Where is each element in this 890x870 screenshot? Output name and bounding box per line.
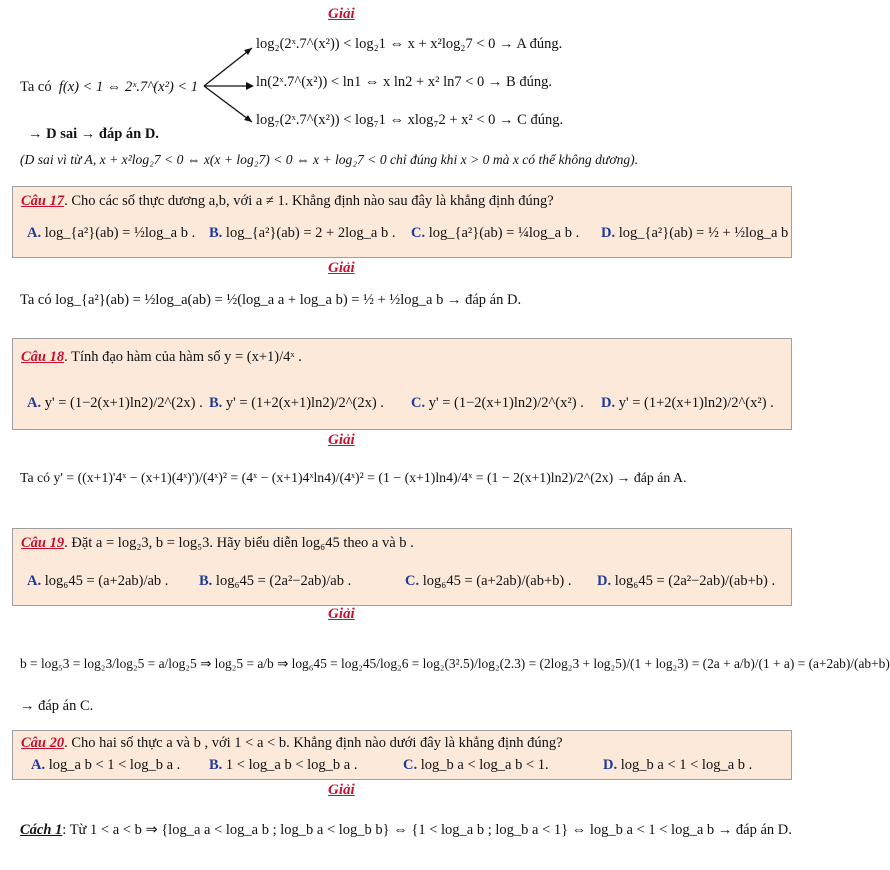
question-19-label: Câu 19 — [21, 535, 65, 551]
question-18-stem: . Tính đạo hàm của hàm số y = (x+1)/4ˣ . — [64, 349, 302, 365]
question-17-label: Câu 17 — [21, 193, 65, 209]
q20-option-a[interactable]: A. log_a b < 1 < log_b a . — [31, 757, 181, 773]
q18-option-c[interactable]: C. y' = (1−2(x+1)ln2)/2^(x²) . — [411, 395, 584, 411]
giai-heading: Giải — [328, 6, 355, 22]
q20-option-c[interactable]: C. log_b a < log_a b < 1. — [403, 757, 549, 773]
q18-solution: Ta có y' = ((x+1)'4ˣ − (x+1)(4ˣ)')/(4ˣ)² = (4ˣ − (x+1)4ˣln4)/(4ˣ)² = (1 − (x+1)ln4)/4ˣ = (1 − 2(x+1)ln2)/2^(2x) → đáp án A. — [20, 470, 687, 485]
q19-option-a[interactable]: A. log₆45 = (a+2ab)/ab . — [27, 573, 169, 589]
branch-arrows-icon — [200, 42, 258, 128]
branch-3: log₇(2ˣ.7^(x²)) < log₇1 ⇔ xlog₇2 + x² < 0 → C đúng. — [256, 112, 564, 128]
question-18-label: Câu 18 — [21, 349, 65, 365]
question-17-box — [12, 186, 792, 258]
branch-2: ln(2ˣ.7^(x²)) < ln1 ⇔ x ln2 + x² ln7 < 0 → B đúng. — [256, 74, 552, 90]
intro-conclusion: → D sai → đáp án D. — [28, 126, 159, 142]
question-20-box — [12, 730, 792, 780]
q19-option-c[interactable]: C. log₆45 = (a+2ab)/(ab+b) . — [405, 573, 572, 589]
q19-conclusion: → đáp án C. — [20, 698, 94, 714]
q17-option-b[interactable]: B. log_{a²}(ab) = 2 + 2log_a b . — [209, 225, 396, 241]
q19-option-d[interactable]: D. log₆45 = (2a²−2ab)/(ab+b) . — [597, 573, 776, 589]
q18-option-b[interactable]: B. y' = (1+2(x+1)ln2)/2^(2x) . — [209, 395, 384, 411]
q19-solution: b = log₅3 = log₂3/log₂5 = a/log₂5 ⇒ log₂5 = a/b ⇒ log₆45 = log₂45/log₂6 = log₂(3².5)/log₂(2.3) = (2log₂3 + log₂5)/(1 + log₂3) = (2a + a/b)/(1 + a) = (a+2ab)/(ab+b) — [20, 656, 890, 671]
giai-heading-20: Giải — [328, 782, 355, 798]
q20-solution — [20, 822, 792, 839]
q20-option-b[interactable]: B. 1 < log_a b < log_b a . — [209, 757, 358, 773]
giai-heading-17: Giải — [328, 260, 355, 276]
q19-option-b[interactable]: B. log₆45 = (2a²−2ab)/ab . — [199, 573, 352, 589]
question-19-stem: . Đặt a = log₂3, b = log₅3. Hãy biểu diễn log₆45 theo a và b . — [64, 535, 414, 551]
giai-heading-18: Giải — [328, 432, 355, 448]
question-20-stem: . Cho hai số thực a và b , với 1 < a < b. Khẳng định nào dưới đây là khẳng định đúng? — [64, 735, 563, 751]
branch-1: log₂(2ˣ.7^(x²)) < log₂1 ⇔ x + x²log₂7 < 0 → A đúng. — [256, 36, 563, 52]
question-20-label: Câu 20 — [21, 735, 65, 751]
q17-solution: Ta có log_{a²}(ab) = ½log_a(ab) = ½(log_a a + log_a b) = ½ + ½log_a b → đáp án D. — [20, 292, 522, 308]
q18-option-a[interactable]: A. y' = (1−2(x+1)ln2)/2^(2x) . — [27, 395, 203, 411]
q20-option-d[interactable]: D. log_b a < 1 < log_a b . — [603, 757, 753, 773]
q17-option-d[interactable]: D. log_{a²}(ab) = ½ + ½log_a b — [601, 225, 789, 241]
q18-option-d[interactable]: D. y' = (1+2(x+1)ln2)/2^(x²) . — [601, 395, 774, 411]
intro-lead: Ta có f(x) < 1 ⇔ 2ˣ.7^(x²) < 1 — [20, 79, 199, 95]
q20-solution-text: : Từ 1 < a < b ⇒ {log_a a < log_a b ; log_b a < log_b b} ⇔ {1 < log_a b ; log_b a < 1} ⇔ log_b a < 1 < log_a b → đáp án D. — [62, 822, 792, 838]
question-18-box — [12, 338, 792, 430]
intro-note: (D sai vì từ A, x + x²log₂7 < 0 ⇔ x(x + log₂7) < 0 ⇔ x + log₂7 < 0 chỉ đúng khi x > 0 mà x có thể không dương). — [20, 152, 639, 167]
q17-option-c[interactable]: C. log_{a²}(ab) = ¼log_a b . — [411, 225, 580, 241]
question-19-box — [12, 528, 792, 606]
giai-heading-19: Giải — [328, 606, 355, 622]
method-label: Cách 1 — [20, 822, 63, 838]
question-17-stem: . Cho các số thực dương a,b, với a ≠ 1. Khẳng định nào sau đây là khẳng định đúng? — [64, 193, 554, 209]
q17-option-a[interactable]: A. log_{a²}(ab) = ½log_a b . — [27, 225, 196, 241]
